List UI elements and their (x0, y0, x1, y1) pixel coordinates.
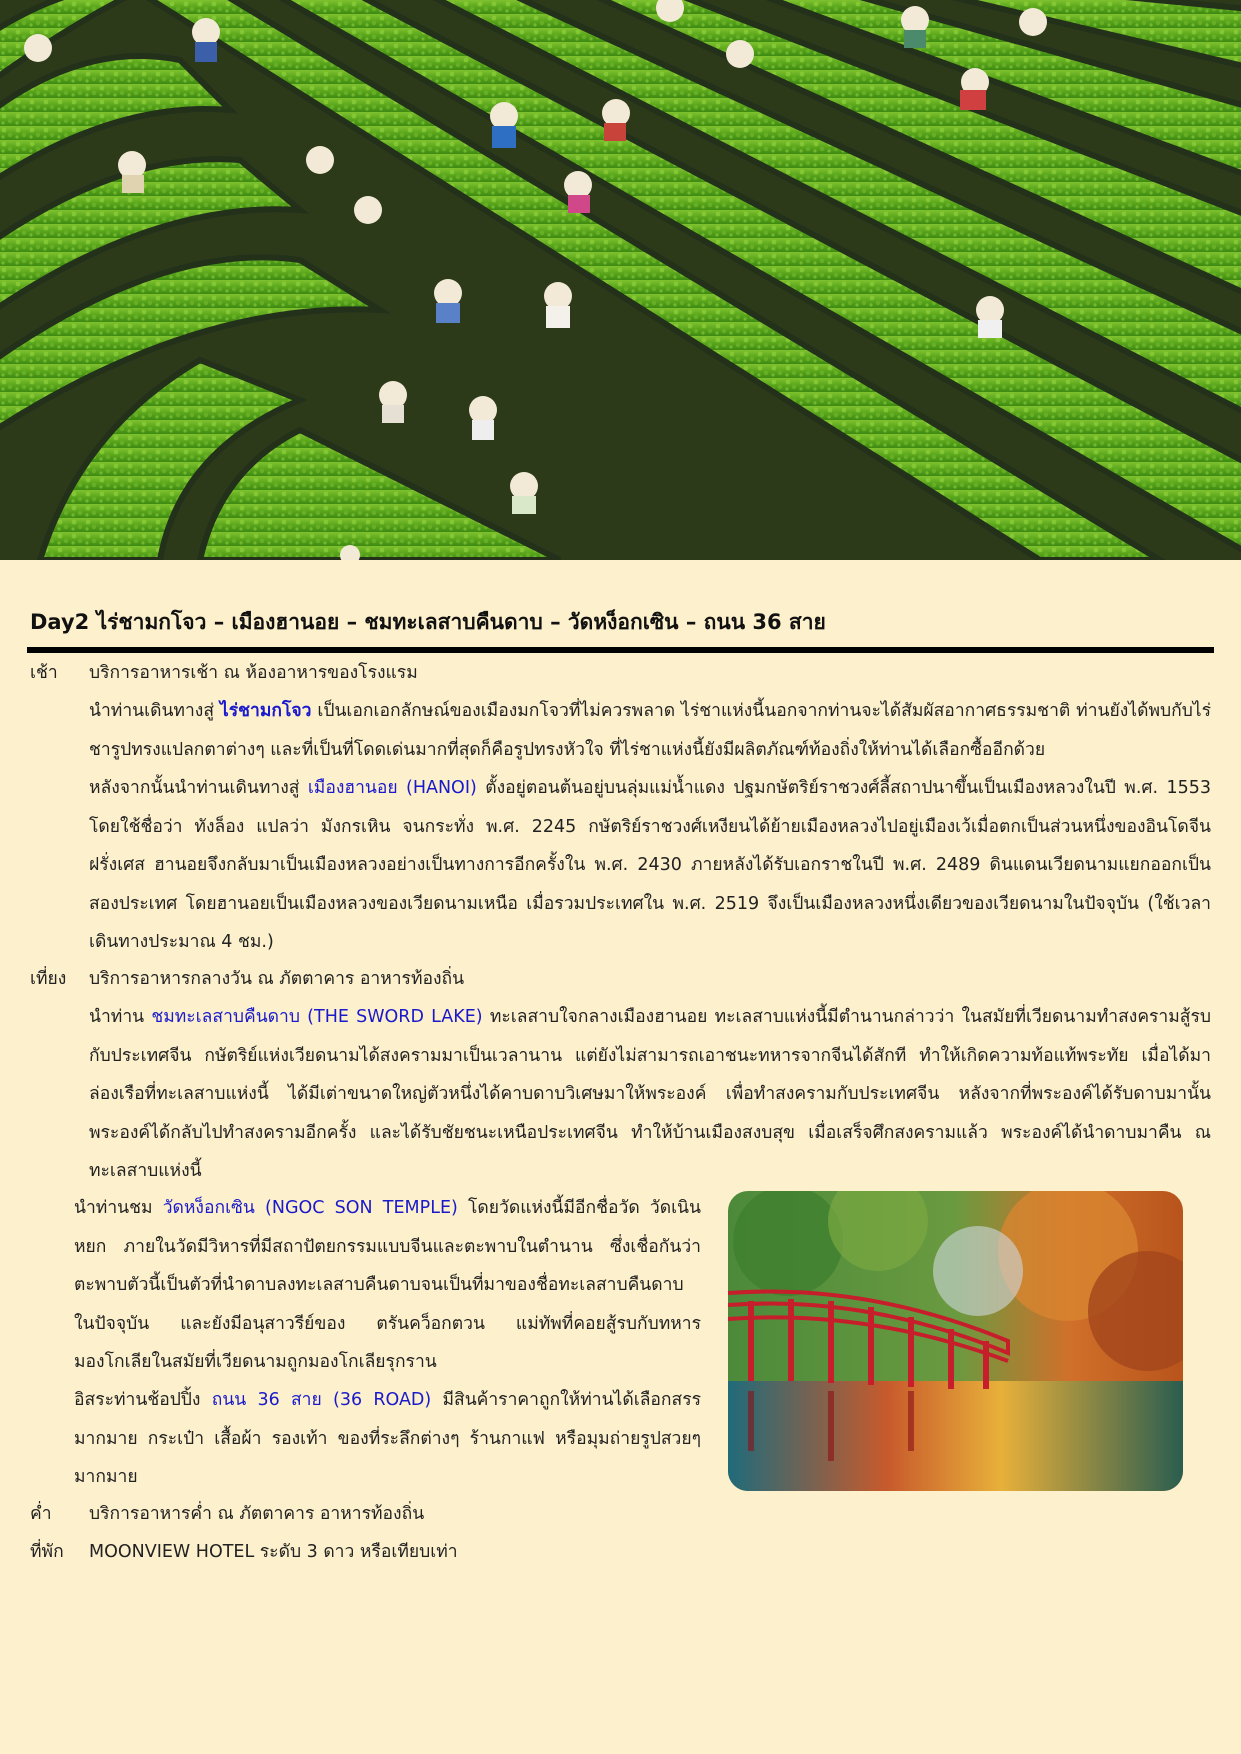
sword-lake-post: ทะเลสาบใจกลางเมืองฮานอย ทะเลสาบแห่งนี้มีตำนานกล่าวว่า ในสมัยที่เวียดนามทำสงครามสู้รบกับประเทศจีน กษัตริย์แห่งเวียดนามได้สงครามมาเป็นเวลานาน แต่ยังไม่สามารถเอาชนะทหารจากจีนได้สักที ทำให้เกิดความท้อแท้พระทัย เมื่อได้มาล่องเรือที่ทะเลสาบแห่งนี้ ได้มีเต่าขนาดใหญ่ตัวหนึ่งได้คาบดาบวิเศษมาให้พระองค์ เพื่อทำสงครามกับประเทศจีน หลังจากที่พระองค์ได้รับดาบมานั้น พระองค์ได้กลับไปทำสงครามอีกครั้ง และได้รับชัยชนะเหนือประเทศจีน ทำให้บ้านเมืองสงบสุข เมื่อเสร็จศึกสงครามแล้ว พระองค์ได้นำดาบมาคืน ณ ทะเลสาบแห่งนี้ (89, 1007, 1211, 1181)
lunch-text: บริการอาหารกลางวัน ณ ภัตตาคาร อาหารท้องถิ่น (89, 969, 465, 989)
hotel-text: MOONVIEW HOTEL ระดับ 3 ดาว หรือเทียบเท่า (89, 1542, 458, 1562)
day-title: Day2 ไร่ชามกโจว – เมืองฮานอย – ชมทะเลสาบคืนดาบ – วัดหง็อกเซิน – ถนน 36 สาย (30, 610, 826, 634)
tea-plantation-photo (0, 0, 1241, 560)
title-divider (27, 647, 1214, 653)
temple-post: โดยวัดแห่งนี้มีอีกชื่อวัด วัดเนินหยก ภายในวัดมีวิหารที่มีสถาปัตยกรรมแบบจีนและตะพาบในตำนาน ซึ่งเชื่อกันว่าตะพาบตัวนี้เป็นตัวที่นำดาบลงทะเลสาบคืนดาบจนเป็นที่มาของชื่อทะเลสาบคืนดาบในปัจจุบัน และยังมีอนุสาวรีย์ของ ตรันคว็อกตวน แม่ทัพที่คอยสู้รบกับทหารมองโกเลียในสมัยที่เวียดนามถูกมองโกเลียรุกราน (74, 1198, 701, 1372)
sword-lake-highlight: ชมทะเลสาบคืนดาบ (THE SWORD LAKE) (151, 1007, 483, 1027)
dinner-label: ค่ำ (30, 1504, 52, 1524)
tea-farm-highlight: ไร่ชามกโจว (219, 701, 312, 721)
temple-highlight: วัดหง็อกเซิน (NGOC SON TEMPLE) (162, 1198, 458, 1218)
road36-post: มีสินค้าราคาถูกให้ท่านได้เลือกสรรมากมาย กระเป๋า เสื้อผ้า รองเท้า ของที่ระลึกต่างๆ ร้านกาแฟ หรือมุมถ่ายรูปสวยๆมากมาย (74, 1390, 702, 1487)
tea-farm-paragraph (89, 692, 1211, 769)
tea-farm-post: เป็นเอกเอกลักษณ์ของเมืองมกโจวที่ไม่ควรพลาด ไร่ชาแห่งนี้นอกจากท่านจะได้สัมผัสอากาศธรรมชาติ ท่านยังได้พบกับไร่ชารูปทรงแปลกตาต่างๆ และที่เป็นที่โดดเด่นมากที่สุดก็คือรูปทรงหัวใจ ที่ไร่ชาแห่งนี้ยังมีผลิตภัณฑ์ท้องถิ่งให้ท่านได้เลือกซื้ออีกด้วย (89, 701, 1211, 760)
temple-paragraph (74, 1189, 701, 1382)
sword-lake-pre: นำท่าน (89, 1007, 152, 1027)
tea-farm-pre: นำท่านเดินทางสู่ (89, 701, 220, 721)
hanoi-paragraph (89, 769, 1211, 962)
breakfast-text: บริการอาหารเช้า ณ ห้องอาหารของโรงแรม (89, 663, 418, 683)
lunch-label: เที่ยง (30, 969, 67, 989)
sword-lake-paragraph (89, 998, 1211, 1191)
hotel-label: ที่พัก (30, 1542, 64, 1562)
road36-paragraph (74, 1381, 701, 1497)
road36-highlight: ถนน 36 สาย (36 ROAD) (211, 1390, 432, 1410)
temple-pre: นำท่านชม (74, 1198, 163, 1218)
breakfast-label: เช้า (30, 663, 58, 683)
huc-bridge-photo (728, 1191, 1183, 1491)
road36-pre: อิสระท่านช้อปปิ้ง (74, 1390, 212, 1410)
dinner-text: บริการอาหารค่ำ ณ ภัตตาคาร อาหารท้องถิ่น (89, 1504, 425, 1524)
hanoi-post: ตั้งอยู่ตอนต้นอยู่บนลุ่มแม่น้ำแดง ปฐมกษัตริย์ราชวงศ์ลี้สถาปนาขึ้นเป็นเมืองหลวงในปี พ.ศ. 1553 โดยใช้ชื่อว่า ทังล็อง แปลว่า มังกรเหิน จนกระทั่ง พ.ศ. 2245 กษัตริย์ราชวงศ์เหงียนได้ย้ายเมืองหลวงไปอยู่เมืองเว้เมื่อตกเป็นส่วนหนึ่งของอินโดจีนฝรั่งเศส ฮานอยจึงกลับมาเป็นเมืองหลวงอย่างเป็นทางการอีกครั้งใน พ.ศ. 2430 ภายหลังได้รับเอกราชในปี พ.ศ. 2489 ดินแดนเวียดนามแยกออกเป็นสองประเทศ โดยฮานอยเป็นเมืองหลวงของเวียดนามเหนือ เมื่อรวมประเทศใน พ.ศ. 2519 จึงเป็นเมืองหลวงหนึ่งเดียวของเวียดนามในปัจจุบัน (ใช้เวลาเดินทางประมาณ 4 ชม.) (89, 778, 1211, 952)
hanoi-highlight: เมืองฮานอย (HANOI) (307, 778, 477, 798)
hanoi-pre: หลังจากนั้นนำท่านเดินทางสู่ (89, 778, 308, 798)
